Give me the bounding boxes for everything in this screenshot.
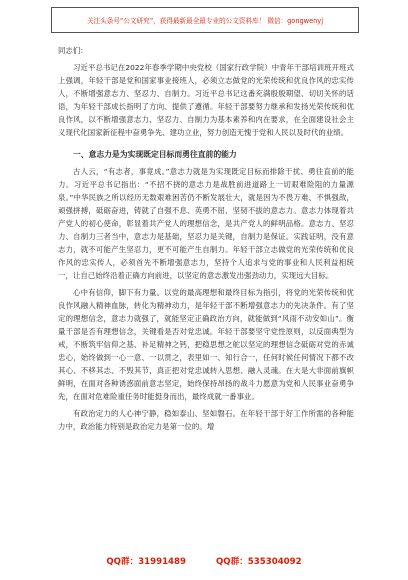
footer-contact [0, 555, 408, 569]
header-banner [51, 7, 359, 33]
paragraph-gap [58, 139, 354, 143]
section-paragraph-1: 古人云，“有志者，事竟成。”意志力就是为实现既定目标而排除干扰、勇往直前的能力。习近平总书记指出：“不招不挠的意志力是战胜前进道路上一切艰难险阻的力量源泉。”中华民族之所以经历无数艰难困苦仍不断发展壮大，就是因为不畏万难、不惧强敌，顽强拼搏，砥砺奋进，铸就了自强不息、英勇不屈、坚韧不拔的意志力。意志力体现着共产党人的初心使命，彰显着共产党人的理想信念，是共产党人的鲜明品格。意志力、坚忍力、自制力三者当中，意志力是基础，坚忍力是关键，自制力是保证。实践证明，没有意志力，就不可能产生坚忍力，更不可能产生自制力。年轻干部立志做党的光荣传统和优良作风的忠实传人，必须首先不断增强意志力，坚持个人追求与党的事业和人民利益相统一，让自己始终沿着正确方向前进，以坚定的意志激发出强劲动力，实现远大目标。 [58, 167, 354, 280]
section-heading: 一、意志力是为实现既定目标而勇往直前的能力 [73, 150, 237, 159]
qq-group-2: QQ群：535304092 [216, 557, 302, 567]
document-body [58, 44, 354, 433]
section-paragraph-3: 有政治定力的人心神宁静，稳如泰山、坚如磐石。在年轻干部于好工作所需的各种能力中，政治能力特别是政治定力是第一位的。增 [58, 409, 354, 431]
section-paragraph-2: 心中有信仰，脚下有力量。以党的最高理想和最终目标为指引，将党的光荣传统和优良作风融入精神血脉，转化为精神动力，是年轻干部不断增强意志力的先决条件。有了坚定的理想信念，意志力就强了，就能坚定正确政治方向，就能做到“风雨不动安如山”。衡量干部是否有理想信念，关键看是否对党忠诚。年轻干部要坚守党性原则，以反面典型为戒，不断筑牢信仰之基、补足精神之钙，把稳思想之舵以坚定的理想信念砥砺对党的赤诚忠心，始终做到一心一意、一以贯之，表里如一、知行合一，任何时候任何情况下都不改其心、不移其志、不毁其节，真正把对党忠诚转入思想、融入灵魂。在大是大非面前旗帜鲜明，在面对各种诱惑面前意志坚定，始终保持昂扬的战斗力愿意为党和人民事业奋勇争先，在面对危难险重任务时能挺身而出，最终成就一番事业。 [58, 288, 354, 401]
banner-text: 关注头条号“公文研究”，获得最新最全最专业的公文资料库！ 微信：gongwenyj [86, 17, 324, 25]
qq-group-1: QQ群：31991489 [106, 557, 186, 567]
intro-paragraph: 习近平总书记在2022年春季学期中央党校（国家行政学院）中青年干部培训班开班式上强调，年轻干部是党和国家事业接班人，必须立志做党的光荣传统和优良作风的忠实传人，不断增强意志力、坚忍力、自制力。习近平总书记这番充满殷殷期望、切切关怀的话语，为年轻干部成长指明了方向、提供了遵循。年轻干部要努力继承和发扬光荣传统和优良作风，以不断增强意志力、坚忍力、自制力为基本素养和内在要求，在全面建设社会主义现代化国家新征程中奋勇争先、建功立业，努力创造无愧于党和人民以及时代的业绩。 [58, 63, 354, 137]
salutation: 同志们： [58, 46, 88, 55]
